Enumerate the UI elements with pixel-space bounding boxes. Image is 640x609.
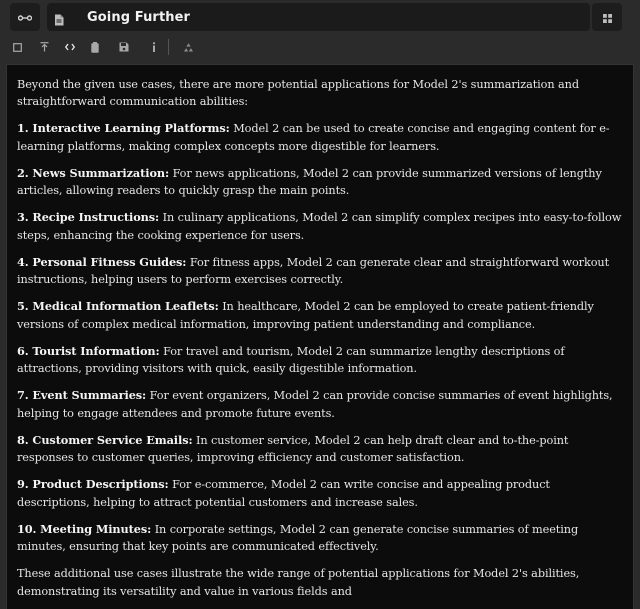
code-icon[interactable]: [63, 40, 77, 54]
item-text: In healthcare, Model 2 can be employed to create patient-friendly versions of complex medical information, improving patient understanding and compliance.: [17, 300, 594, 331]
item-text: In customer service, Model 2 can help draft clear and to-the-point responses to customer queries, improving efficiency and customer satisfaction.: [17, 433, 569, 465]
toolbar-divider: [168, 39, 169, 55]
item-heading: 4. Personal Fitness Guides:: [17, 254, 187, 269]
list-item: [17, 209, 623, 244]
list-item: [17, 343, 623, 378]
save-icon[interactable]: [117, 40, 131, 54]
item-text: For travel and tourism, Model 2 can summarize lengthy descriptions of attractions, providing visitors with quick, easily digestible information.: [17, 344, 565, 376]
list-item: [17, 387, 623, 422]
intro-paragraph: Beyond the given use cases, there are more potential applications for Model 2's summarization and straightforward communication abilities:: [17, 78, 579, 109]
upload-icon[interactable]: [37, 40, 51, 54]
toolbar: [6, 36, 206, 58]
item-text: For e-commerce, Model 2 can write concise and appealing product descriptions, helping to attract potential customers and increase sales.: [17, 478, 550, 509]
link-icon: [18, 8, 32, 27]
recycle-icon[interactable]: [181, 40, 195, 54]
item-text: For fitness apps, Model 2 can generate clear and straightforward workout instructions, helping users to perform exercises correctly.: [17, 255, 610, 287]
item-heading: 7. Event Summaries:: [17, 388, 147, 403]
link-button[interactable]: [10, 3, 40, 31]
square-icon[interactable]: [10, 40, 24, 54]
item-heading: 8. Customer Service Emails:: [17, 432, 193, 447]
list-item: [17, 254, 623, 289]
grid-button[interactable]: [592, 3, 622, 31]
item-heading: 2. News Summarization:: [17, 165, 170, 180]
document-body[interactable]: [6, 64, 634, 609]
item-heading: 3. Recipe Instructions:: [17, 210, 160, 225]
item-heading: 1. Interactive Learning Platforms:: [17, 121, 230, 136]
list-item: [17, 120, 623, 155]
list-item: [17, 165, 623, 200]
item-heading: 9. Product Descriptions:: [17, 477, 169, 492]
item-text: For news applications, Model 2 can provide summarized versions of lengthy articles, allowing readers to quickly grasp the main points.: [17, 166, 602, 198]
grid-icon: [603, 8, 612, 27]
item-text: Model 2 can be used to create concise and engaging content for e-learning platforms, making complex concepts more digestible for learners.: [17, 122, 610, 153]
item-heading: 6. Tourist Information:: [17, 343, 160, 358]
item-heading: 10. Meeting Minutes:: [17, 521, 152, 536]
item-text: For event organizers, Model 2 can provide concise summaries of event highlights, helping to engage attendees and promote future events.: [17, 389, 613, 420]
info-icon[interactable]: [147, 40, 161, 54]
clipboard-icon[interactable]: [88, 40, 102, 54]
item-heading: 5. Medical Information Leaflets:: [17, 299, 219, 314]
document-icon: [54, 11, 64, 30]
item-text: In culinary applications, Model 2 can simplify complex recipes into easy-to-follow steps, enhancing the cooking experience for users.: [17, 211, 622, 242]
list-item: [17, 521, 623, 556]
title-field[interactable]: [47, 3, 590, 31]
item-text: In corporate settings, Model 2 can generate concise summaries of meeting minutes, ensuring that key points are communicated effectively.: [17, 522, 579, 554]
page-title: Going Further: [87, 9, 191, 25]
list-item: [17, 298, 623, 333]
list-item: [17, 432, 623, 467]
header-bar: [0, 3, 640, 31]
list-item: [17, 476, 623, 511]
outro-paragraph: These additional use cases illustrate the wide range of potential applications for Model 2's abilities, demonstrating its versatility and value in various fields and: [17, 567, 580, 598]
